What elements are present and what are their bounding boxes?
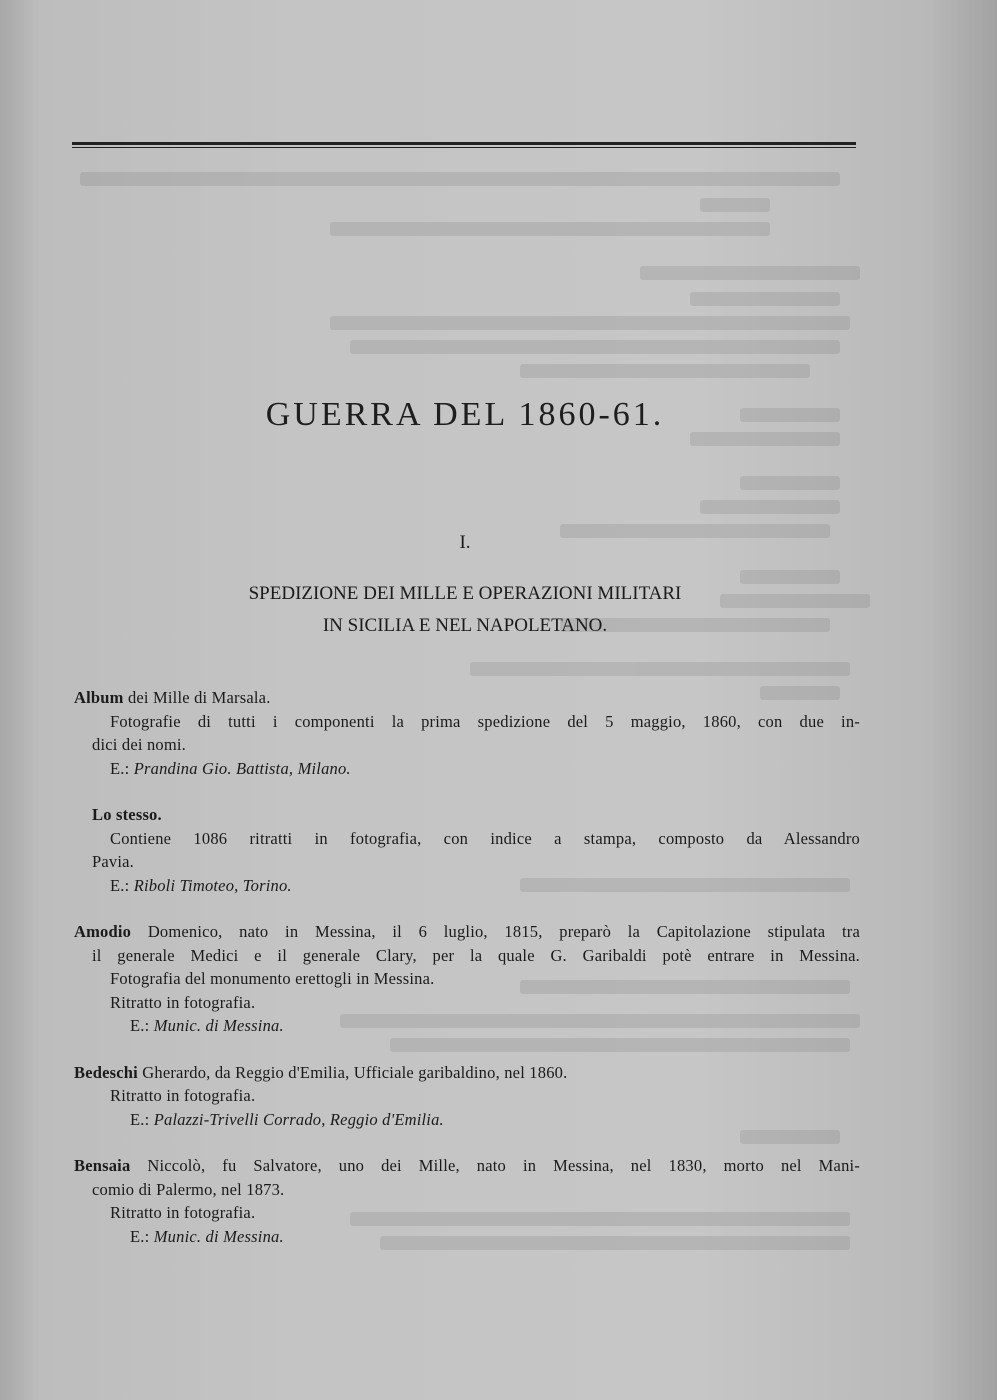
entry-bedeschi [74,1061,860,1132]
entry-line: Ritratto in fotografia. [110,1203,256,1222]
entry-editor: E.: Riboli Timoteo, Torino. [110,875,292,895]
entry-line: Fotografie di tutti i componenti la prima spedizione del 5 maggio, 1860, con due in- [110,711,860,731]
entry-text: Gherardo, da Reggio d'Emilia, Ufficiale garibaldino, nel 1860. [142,1062,568,1082]
entry-line: Ritratto in fotografia. [110,992,256,1012]
section-numeral: I. [459,532,471,553]
entry-editor: E.: Munic. di Messina. [130,1226,284,1246]
entry-head: Bensaia [74,1156,131,1175]
entry-line: il generale Medici e il generale Clary, per la quale G. Garibaldi potè entrare in Messina. [92,945,860,965]
entry-album [74,686,860,780]
entry-amodio [74,920,860,1038]
entry-head: Bedeschi [74,1062,138,1082]
entry-line: Contiene 1086 ritratti in fotografia, con indice a stampa, composto da Alessandro [110,828,860,848]
entry-head: Amodio [74,922,132,941]
section-title-line-2: IN SICILIA E NEL NAPOLETANO. [322,615,608,636]
entry-head: Album [74,688,124,707]
section-title [0,578,930,642]
entry-line: dici dei nomi. [92,735,186,754]
entry-bensaia [74,1154,860,1248]
entry-editor: E.: Palazzi-Trivelli Corrado, Reggio d'Emilia. [130,1109,444,1129]
entry-text: dei Mille di Marsala. [127,688,271,707]
entry-head: Lo stesso. [92,805,162,824]
entry-lo-stesso [74,803,860,897]
entry-line: Fotografia del monumento erettogli in Messina. [110,969,435,988]
header-rule-thin [72,147,856,148]
header-rule-thick [72,142,856,145]
entry-editor: E.: Prandina Gio. Battista, Milano. [110,758,351,778]
entry-editor: E.: Munic. di Messina. [130,1016,284,1035]
entry-line: Pavia. [92,852,134,871]
chapter-title: GUERRA DEL 1860-61. [265,396,665,433]
entry-line: Ritratto in fotografia. [110,1086,256,1105]
entry-text: Domenico, nato in Messina, il 6 luglio, 1815, preparò la Capitolazione stipulata tra [147,922,860,941]
section-title-line-1: SPEDIZIONE DEI MILLE E OPERAZIONI MILITARI [248,583,682,604]
entry-text: Niccolò, fu Salvatore, uno dei Mille, nato in Messina, nel 1830, morto nel Mani- [147,1156,860,1175]
catalogue-entries [74,686,860,1271]
entry-line: comio di Palermo, nel 1873. [92,1179,285,1199]
